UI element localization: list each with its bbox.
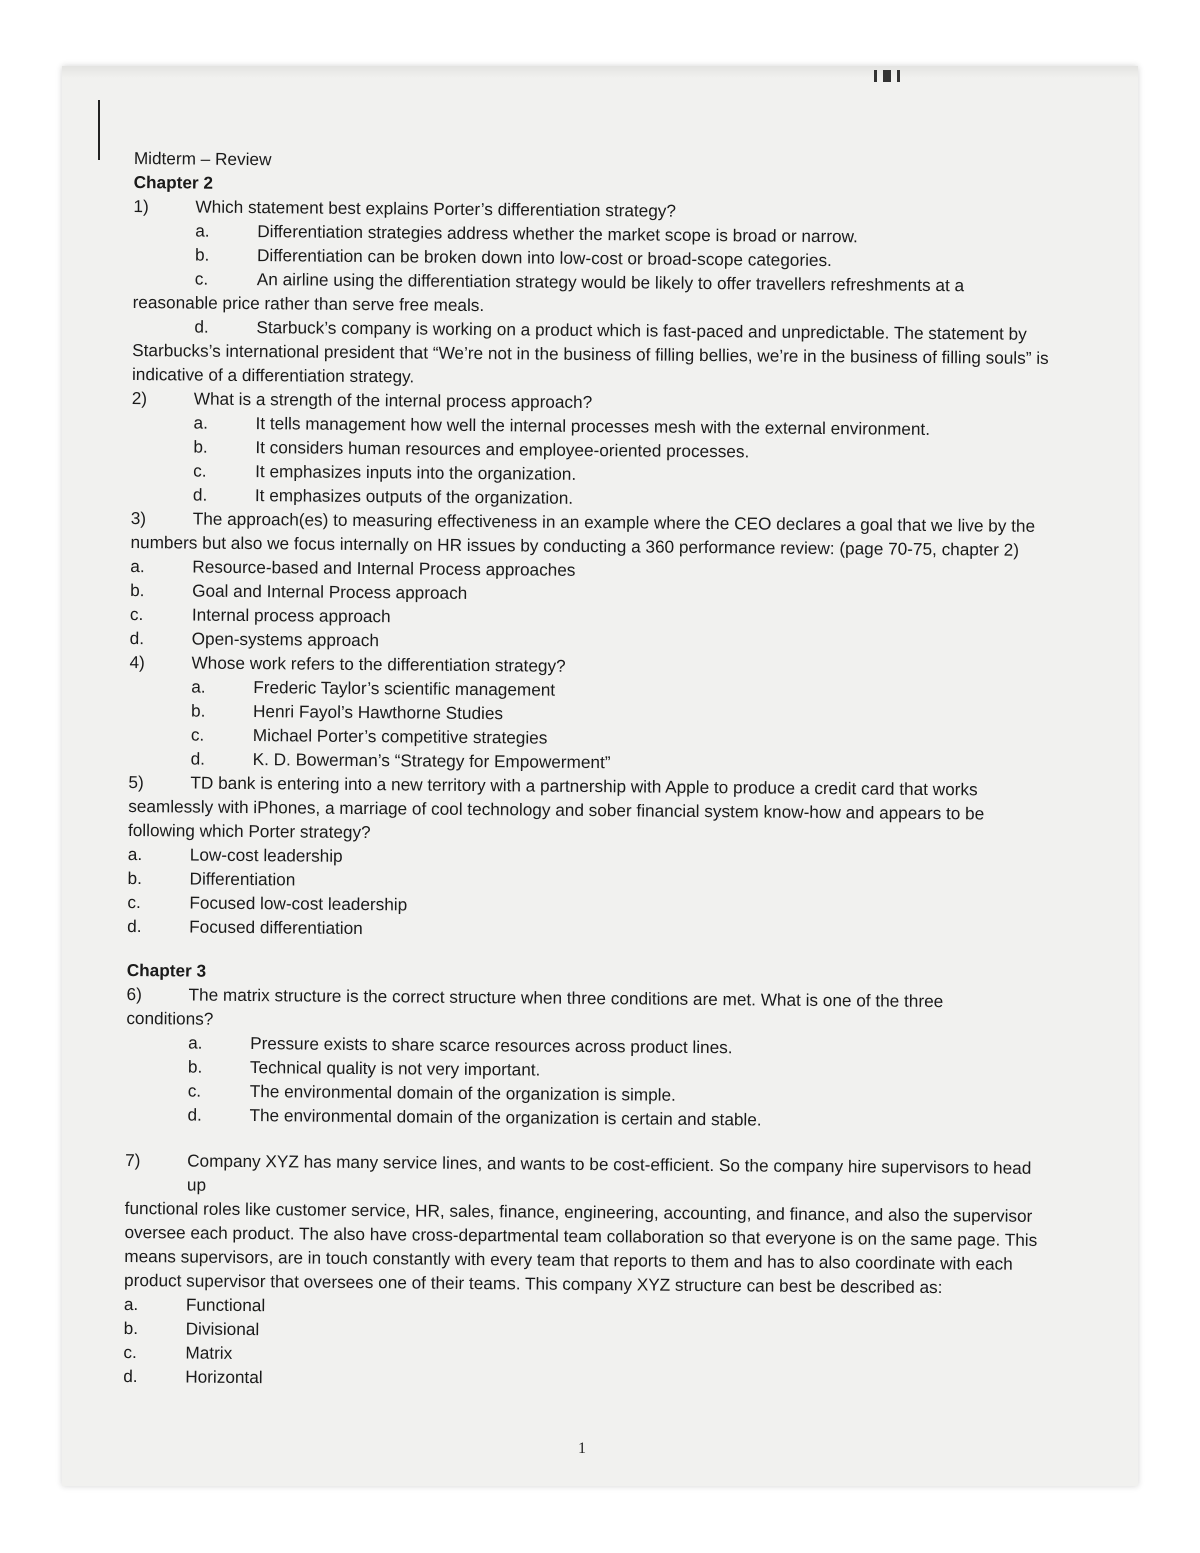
option-label: d. <box>129 627 145 649</box>
chapter-3-heading: Chapter 3 <box>126 959 207 981</box>
option-label: a. <box>195 220 210 241</box>
option-label: c. <box>129 603 144 625</box>
option-label: c. <box>187 1080 202 1101</box>
option-text: It emphasizes inputs into the organization. <box>255 461 577 484</box>
question-text: Whose work refers to the differentiation strategy? <box>191 652 566 676</box>
option-text: Differentiation <box>189 868 296 890</box>
option-text: Starbuck’s company is working on a product which is fast-paced and unpredictable. The statement by <box>256 317 1027 344</box>
question-text-continued: numbers but also we focus internally on HR issues by conducting a 360 performance review: (page 70-75, chapter 2) <box>130 531 1020 560</box>
scan-mark <box>897 70 900 82</box>
option-text: Focused low-cost leadership <box>189 892 408 915</box>
option-text: Goal and Internal Process approach <box>192 580 468 603</box>
page-number: 1 <box>578 1440 586 1457</box>
option-label: c. <box>123 1341 137 1363</box>
option-label: b. <box>127 867 143 889</box>
option-text-continued: Starbucks’s international president that “We’re not in the business of filling bellies, we’re in the business of filling souls” is indicative of a differentiation strategy. <box>131 339 1049 387</box>
option-text: It emphasizes outputs of the organization. <box>254 485 574 508</box>
question-number: 4) <box>129 651 145 673</box>
option-text: Resource-based and Internal Process approaches <box>192 556 576 580</box>
option-label: b. <box>123 1317 139 1339</box>
question-text: The approach(es) to measuring effectiveness in an example where the CEO declares a goal that we live by the <box>192 508 1036 536</box>
option-text: The environmental domain of the organization is simple. <box>249 1081 676 1105</box>
question-number: 6) <box>126 983 142 1005</box>
option-text: Focused differentiation <box>189 916 363 939</box>
option-text: Open-systems approach <box>191 628 380 651</box>
question-text-continued: conditions? <box>126 1007 214 1029</box>
option-text: Henri Fayol’s Hawthorne Studies <box>252 701 504 724</box>
option-text-continued: reasonable price rather than serve free meals. <box>132 291 485 316</box>
option-label: b. <box>130 579 145 601</box>
scan-left-bar <box>98 100 100 160</box>
scan-mark <box>883 70 891 82</box>
option-label: c. <box>194 268 209 289</box>
question-7 <box>125 1148 1045 1204</box>
option-label: a. <box>193 412 209 433</box>
option-text: Pressure exists to share scarce resources across product lines. <box>250 1033 733 1058</box>
scan-marks <box>874 70 906 88</box>
option-label: c. <box>193 460 207 481</box>
option-text: Divisional <box>185 1318 260 1340</box>
scan-top-edge <box>62 66 1138 78</box>
option-label: d. <box>187 1104 202 1125</box>
question-text: Company XYZ has many service lines, and wants to be cost-efficient. So the company hire supervisors to head up <box>186 1150 1032 1195</box>
option-text: Low-cost leadership <box>189 844 343 866</box>
option-label: b. <box>190 700 206 721</box>
question-number: 5) <box>128 771 144 793</box>
question-number: 7) <box>125 1149 141 1171</box>
option-text: Differentiation strategies address whether the market scope is broad or narrow. <box>257 221 858 247</box>
option-text: It considers human resources and employee-oriented processes. <box>255 437 750 462</box>
document-body <box>123 146 1054 1396</box>
option-label: a. <box>130 555 145 577</box>
question-text: What is a strength of the internal process approach? <box>193 388 593 413</box>
question-text: TD bank is entering into a new territory with a partnership with Apple to produce a credit card that works <box>190 772 978 800</box>
option-label: d. <box>127 915 142 937</box>
question-text-continued: functional roles like customer service, HR, sales, finance, engineering, accounting, and finance, and also the supervisor oversee each product. The also have cross-departmental team collaboration so that everyone is on the same page. This means supervisors, are in touch constantly with every team that reports to them and has to also coordinate with each product supervisor that oversees one of their teams. This company XYZ structure can best be described as: <box>124 1197 1038 1298</box>
question-text: The matrix structure is the correct structure when three conditions are met. What is one of the three <box>188 984 944 1012</box>
option-text: An airline using the differentiation strategy would be likely to offer travellers refreshments at a <box>256 269 965 296</box>
option-label: d. <box>194 316 209 337</box>
option-label: c. <box>127 891 141 913</box>
question-text: Which statement best explains Porter’s differentiation strategy? <box>195 196 677 221</box>
option-text: Michael Porter’s competitive strategies <box>252 725 548 748</box>
option-label: d. <box>123 1365 138 1387</box>
option-label: d. <box>190 748 206 769</box>
option-text: The environmental domain of the organization is certain and stable. <box>249 1105 762 1130</box>
question-number: 1) <box>133 195 149 217</box>
option-label: a. <box>127 843 143 865</box>
option-text: Differentiation can be broken down into low-cost or broad-scope categories. <box>256 245 832 271</box>
option-text: Technical quality is not very important. <box>249 1057 541 1080</box>
option-label: b. <box>187 1056 203 1077</box>
option-label: a. <box>188 1032 203 1053</box>
option-text: Functional <box>185 1294 266 1316</box>
option-text: Matrix <box>185 1342 233 1363</box>
option-text: It tells management how well the internal processes mesh with the external environment. <box>255 413 931 439</box>
option-label: b. <box>194 244 210 265</box>
option-label: a. <box>191 676 206 697</box>
scan-mark <box>874 70 877 82</box>
option-label: a. <box>123 1293 139 1315</box>
chapter-2-heading: Chapter 2 <box>133 171 214 193</box>
scanned-page <box>62 66 1138 1486</box>
option-text: K. D. Bowerman’s “Strategy for Empowerment” <box>252 749 611 773</box>
option-text: Internal process approach <box>191 604 391 627</box>
option-label: d. <box>192 484 208 505</box>
question-text-continued: seamlessly with iPhones, a marriage of cool technology and sober financial system know-how and appears to be following which Porter strategy? <box>127 795 985 843</box>
question-number: 2) <box>131 387 148 409</box>
page-title: Midterm – Review <box>133 147 272 170</box>
option-label: b. <box>193 436 208 457</box>
option-label: c. <box>190 724 205 745</box>
option-text: Horizontal <box>185 1366 263 1388</box>
question-number: 3) <box>130 507 147 529</box>
option-text: Frederic Taylor’s scientific management <box>253 677 556 700</box>
